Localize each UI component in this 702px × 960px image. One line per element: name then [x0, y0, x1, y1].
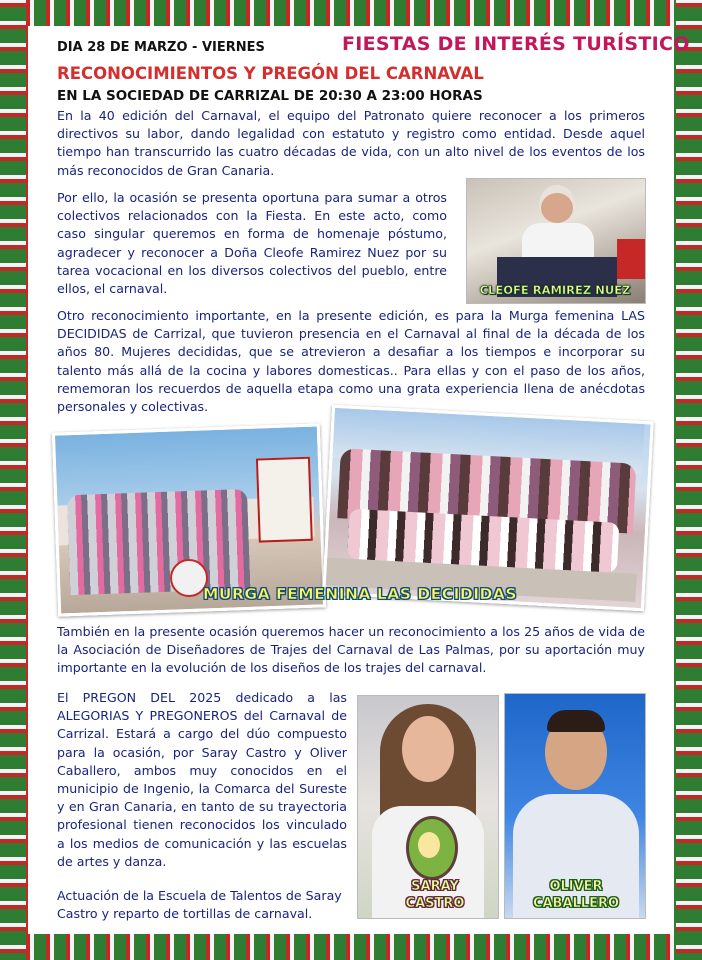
caption-murga: MURGA FEMENINA LAS DECIDIDAS [202, 585, 518, 603]
caption-saray-last: CASTRO [405, 896, 465, 911]
page-title: RECONOCIMIENTOS Y PREGÓN DEL CARNAVAL [57, 64, 484, 83]
murga-group [67, 489, 250, 595]
person-face [541, 193, 573, 223]
paragraph-designers: También en la presente ocasión queremos hacer un reconocimiento a los 25 años de vida de la Asociación de Diseñadores de Trajes del Carnaval de Las Palmas, por su aportación muy importante en la evolución de los diseños de los trajes del carnaval. [57, 624, 645, 676]
red-cloth [617, 239, 645, 279]
paragraph-pregon: El PREGON DEL 2025 dedicado a las ALEGORIAS Y PREGONEROS del Carnaval de Carrizal. Estará a cargo del dúo compuesto para la ocasión, por Saray Castro y Oliver Caballero, ambos muy conocidos en el municipio de Ingenio, la Comarca del Sureste y en Gran Canaria, en tanto de su trayectoria profesional tienen reconocidos los vinculado a los medios de comunicación y las escuelas de artes y danza. [57, 690, 347, 869]
banner [256, 457, 313, 543]
caption-oliver [512, 878, 640, 912]
paragraph-actuacion: Actuación de la Escuela de Talentos de Saray Castro y reparto de tortillas de carnaval. [57, 888, 342, 922]
photo-murga-group [322, 405, 654, 612]
decorative-border-right [676, 0, 702, 960]
section-heading: FIESTAS DE INTERÉS TURÍSTICO [342, 33, 690, 55]
hair [547, 710, 605, 732]
caption-saray [380, 878, 490, 912]
face [402, 716, 454, 782]
caption-oliver-last: CABALLERO [532, 896, 620, 911]
paragraph-cleofe: Por ello, la ocasión se presenta oportuna para sumar a otros colectivos relacionados con la Fiesta. En este acto, como caso singular queremos en forma de homenaje póstumo, agradecer y reconocer a Doña Cleofe Ramirez Nuez por su tarea vocacional en los diversos colectivos del pueblo, entre ellos, el carnaval. [57, 190, 447, 297]
paragraph-murga: Otro reconocimiento importante, en la presente edición, es para la Murga femenina LAS DECIDIDAS de Carrizal, que tuvieron presencia en el Carnaval al final de la década de los años 80. Mujeres decididas, que se atrevieron a desafiar a los tiempos e incorporar su talento más allá de la cocina y labores domesticas.. Para ellas y con el paso de los años, rememoran los recuerdos de aquella etapa como una grata experiencia llena de anécdotas personales y colectivas. [57, 308, 645, 415]
caption-oliver-first: OLIVER [549, 879, 603, 894]
caption-saray-first: SARAY [411, 879, 459, 894]
event-date: DIA 28 DE MARZO - VIERNES [57, 40, 265, 55]
caption-cleofe: CLEOFE RAMIREZ NUEZ [479, 283, 631, 297]
kiwi-center [418, 832, 440, 858]
paragraph-intro: En la 40 edición del Carnaval, el equipo del Patronato quiere reconocer a los primeros directivos su labor, dando legalidad con estatuto y registro como entidad. Desde aquel tiempo han transcurrido las cuatro décadas de vida, con un alto nivel de los eventos de los más reconocidos de Gran Canaria. [57, 108, 645, 178]
decorative-border-left [0, 0, 26, 960]
event-venue: EN LA SOCIEDAD DE CARRIZAL DE 20:30 A 23:00 HORAS [57, 88, 483, 104]
